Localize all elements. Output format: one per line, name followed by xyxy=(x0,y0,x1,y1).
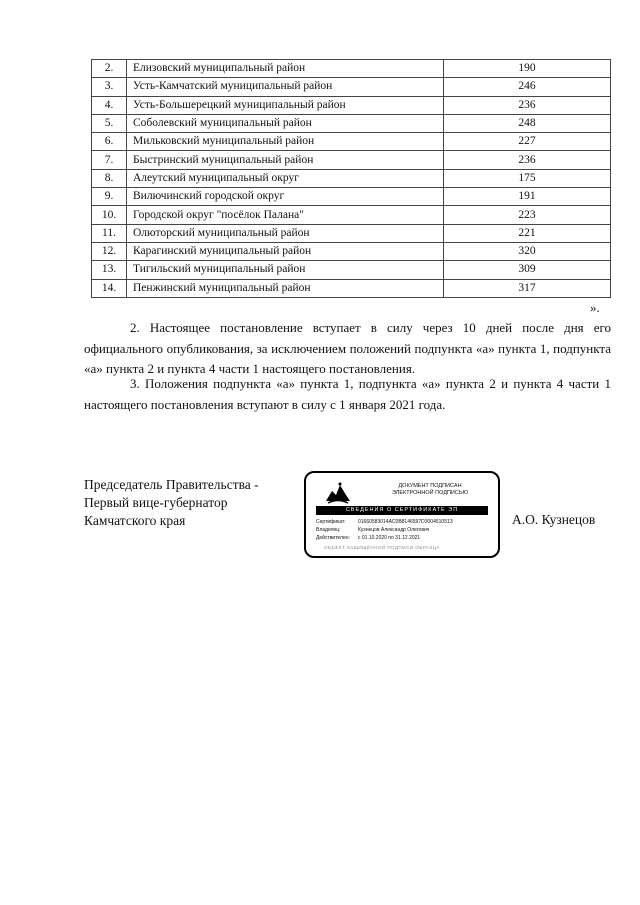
table-row xyxy=(92,261,611,279)
municipality-name-cell: Городской округ "посёлок Палана" xyxy=(127,206,444,224)
stamp-header xyxy=(366,483,494,497)
stamp-details xyxy=(316,518,492,542)
paragraph-2: 2. Настоящее постановление вступает в силу через 10 дней после дня его официального опубликования, за исключением положений подпункта «а» пункта 1, подпункта «а» пункта 2 и пункта 4 части 1 настоящего постановления. xyxy=(84,320,611,376)
stamp-row-owner xyxy=(316,526,492,534)
value-cell: 320 xyxy=(444,242,611,260)
table-row xyxy=(92,60,611,78)
signatory-name: А.О. Кузнецов xyxy=(512,512,596,527)
signatory-title-line-3: Камчатского края xyxy=(84,513,186,528)
row-number-cell: 11. xyxy=(92,224,127,242)
table-row xyxy=(92,279,611,297)
municipality-name-cell: Усть-Большерецкий муниципальный район xyxy=(127,96,444,114)
row-number-cell: 8. xyxy=(92,169,127,187)
municipality-name-cell: Алеутский муниципальный округ xyxy=(127,169,444,187)
emblem-icon xyxy=(324,481,352,505)
stamp-footer: ОБЪЕКТ ЗАЩИЩЁННОЙ ПОДПИСИ ОБРАЗЦА xyxy=(324,545,440,550)
table-row xyxy=(92,188,611,206)
value-cell: 221 xyxy=(444,224,611,242)
municipality-name-cell: Елизовский муниципальный район xyxy=(127,60,444,78)
municipality-name-cell: Быстринский муниципальный район xyxy=(127,151,444,169)
municipality-name-cell: Усть-Камчатский муниципальный район xyxy=(127,78,444,96)
row-number-cell: 12. xyxy=(92,242,127,260)
table-row xyxy=(92,96,611,114)
row-number-cell: 4. xyxy=(92,96,127,114)
stamp-value: с 01.10.2020 по 31.12.2021 xyxy=(358,535,421,541)
table-row xyxy=(92,224,611,242)
value-cell: 248 xyxy=(444,114,611,132)
table-row xyxy=(92,242,611,260)
municipality-name-cell: Карагинский муниципальный район xyxy=(127,242,444,260)
municipality-name-cell: Соболевский муниципальный район xyxy=(127,114,444,132)
stamp-row-validity xyxy=(316,534,492,542)
row-number-cell: 9. xyxy=(92,188,127,206)
value-cell: 246 xyxy=(444,78,611,96)
value-cell: 223 xyxy=(444,206,611,224)
stamp-header-line-1: ДОКУМЕНТ ПОДПИСАН xyxy=(398,483,462,489)
stamp-key: Действителен: xyxy=(316,535,350,541)
value-cell: 309 xyxy=(444,261,611,279)
row-number-cell: 7. xyxy=(92,151,127,169)
regions-table-body xyxy=(92,60,611,298)
signatory-title xyxy=(84,476,259,530)
signatory-title-line-1: Председатель Правительства - xyxy=(84,477,259,492)
stamp-value: 01660583014AC0B8146597D300451051З xyxy=(358,519,453,525)
municipality-name-cell: Тигильский муниципальный район xyxy=(127,261,444,279)
stamp-certificate-bar: СВЕДЕНИЯ О СЕРТИФИКАТЕ ЭП xyxy=(316,506,488,515)
value-cell: 236 xyxy=(444,151,611,169)
row-number-cell: 3. xyxy=(92,78,127,96)
paragraph-3: 3. Положения подпункта «а» пункта 1, подпункта «а» пункта 2 и пункта 4 части 1 настоящего постановления вступают в силу с 1 января 2021 года. xyxy=(84,376,611,412)
value-cell: 317 xyxy=(444,279,611,297)
regions-table xyxy=(91,59,611,298)
value-cell: 190 xyxy=(444,60,611,78)
value-cell: 191 xyxy=(444,188,611,206)
municipality-name-cell: Олюторский муниципальный район xyxy=(127,224,444,242)
row-number-cell: 13. xyxy=(92,261,127,279)
table-row xyxy=(92,78,611,96)
value-cell: 236 xyxy=(444,96,611,114)
row-number-cell: 5. xyxy=(92,114,127,132)
stamp-value: Кузнецов Александр Олегович xyxy=(358,527,430,533)
table-row xyxy=(92,206,611,224)
table-row xyxy=(92,133,611,151)
value-cell: 227 xyxy=(444,133,611,151)
stamp-key: Владелец: xyxy=(316,527,341,533)
stamp-key: Сертификат: xyxy=(316,519,346,525)
stamp-row-certificate xyxy=(316,518,492,526)
table-row xyxy=(92,169,611,187)
municipality-name-cell: Вилючинский городской округ xyxy=(127,188,444,206)
row-number-cell: 6. xyxy=(92,133,127,151)
municipality-name-cell: Пенжинский муниципальный район xyxy=(127,279,444,297)
signatory-title-line-2: Первый вице-губернатор xyxy=(84,495,228,510)
row-number-cell: 2. xyxy=(92,60,127,78)
stamp-header-line-2: ЭЛЕКТРОННОЙ ПОДПИСЬЮ xyxy=(391,490,469,496)
table-row xyxy=(92,114,611,132)
value-cell: 175 xyxy=(444,169,611,187)
row-number-cell: 14. xyxy=(92,279,127,297)
municipality-name-cell: Мильковский муниципальный район xyxy=(127,133,444,151)
table-row xyxy=(92,151,611,169)
row-number-cell: 10. xyxy=(92,206,127,224)
closing-quote: ». xyxy=(590,300,600,315)
electronic-signature-stamp xyxy=(304,471,500,558)
